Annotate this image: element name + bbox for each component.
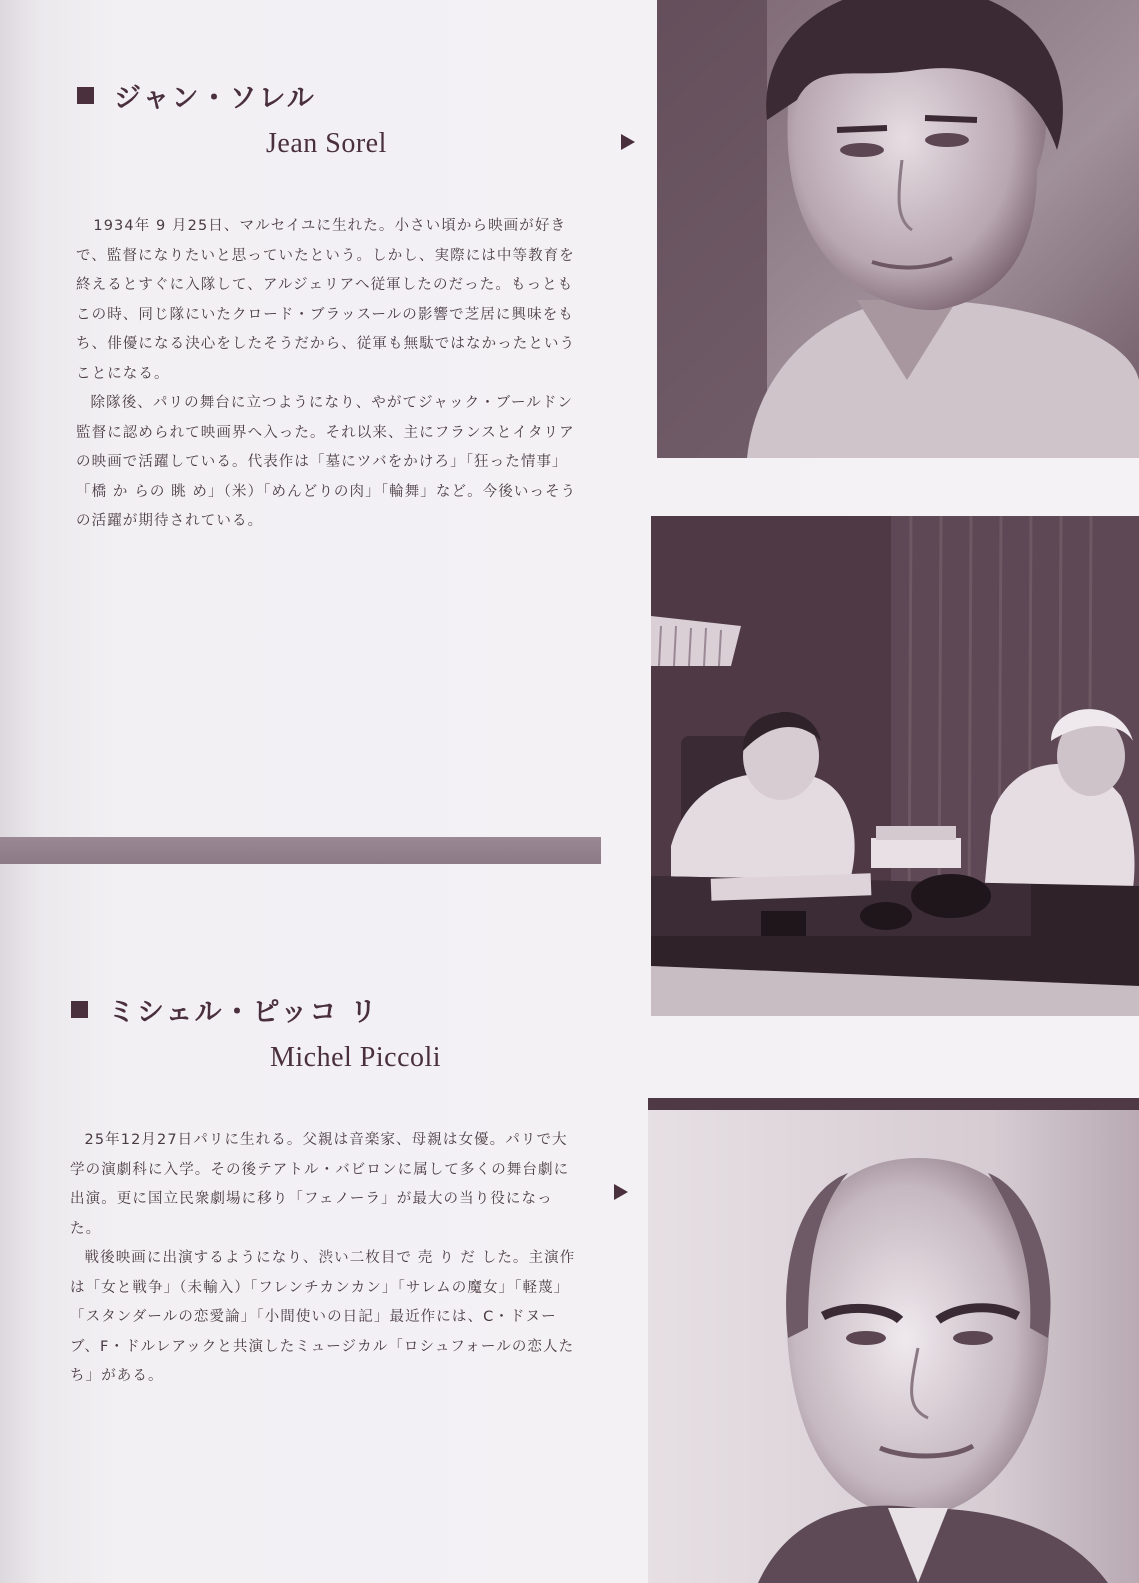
square-bullet-icon	[71, 1001, 88, 1018]
actor2-name-ja: ミシェル・ピッコ リ	[108, 997, 379, 1028]
photo-jean-sorel-portrait	[657, 0, 1139, 458]
actor1-name-ja: ジャン・ソレル	[114, 83, 316, 114]
photo-scene-desk	[651, 516, 1139, 1016]
actor2-bio-paragraph-2: 戦後映画に出演するようになり、渋い二枚目で 売 り だ した。主演作は「女と戦争」（未輸入）「フレンチカンカン」「サレムの魔女」「軽蔑」「スタンダールの恋愛論」「小間使いの日記」最近作には、C・ドヌーブ、F・ドルレアックと共演したミュージカル「ロシュフォールの恋人たち」がある。	[70, 1250, 576, 1384]
actor1-bio	[76, 212, 586, 537]
portrait-illustration	[657, 0, 1139, 458]
actor1-heading	[77, 76, 316, 115]
actor2-name-en: Michel Piccoli	[270, 1042, 442, 1073]
square-bullet-icon	[77, 87, 94, 104]
pointer-arrow-icon	[621, 134, 635, 150]
pointer-arrow-icon	[614, 1184, 628, 1200]
actor1-name-en: Jean Sorel	[266, 128, 387, 159]
portrait-illustration	[648, 1098, 1139, 1583]
actor1-bio-paragraph-1: 1934年 9 月25日、マルセイユに生れた。小さい頃から映画が好きで、監督になりたいと思っていたという。しかし、実際には中等教育を終えるとすぐに入隊して、アルジェリアへ従軍したのだった。もっともこの時、同じ隊にいたクロード・ブラッスールの影響で芝居に興味をもち、俳優になる決心をしたそうだから、従軍も無駄ではなかったということになる。	[76, 218, 576, 382]
scene-illustration	[651, 516, 1139, 1016]
section-divider-bar	[0, 837, 601, 864]
photo-michel-piccoli-portrait	[648, 1098, 1139, 1583]
actor2-bio	[70, 1126, 580, 1392]
actor1-bio-paragraph-2: 除隊後、パリの舞台に立つようになり、やがてジャック・ブールドン監督に認められて映画界へ入った。それ以来、主にフランスとイタリアの映画で活躍している。代表作は「墓にツバをかけろ」「狂った情事」「橋 か らの 眺 め」（米）「めんどりの肉」「輪舞」など。今後いっそうの活躍が期待されている。	[76, 395, 577, 529]
actor2-heading	[71, 990, 379, 1029]
actor2-bio-paragraph-1: 25年12月27日パリに生れる。父親は音楽家、母親は女優。パリで大学の演劇科に入学。その後テアトル・バビロンに属して多くの舞台劇に出演。更に国立民衆劇場に移り「フェノーラ」が最大の当り役になった。	[70, 1132, 570, 1237]
